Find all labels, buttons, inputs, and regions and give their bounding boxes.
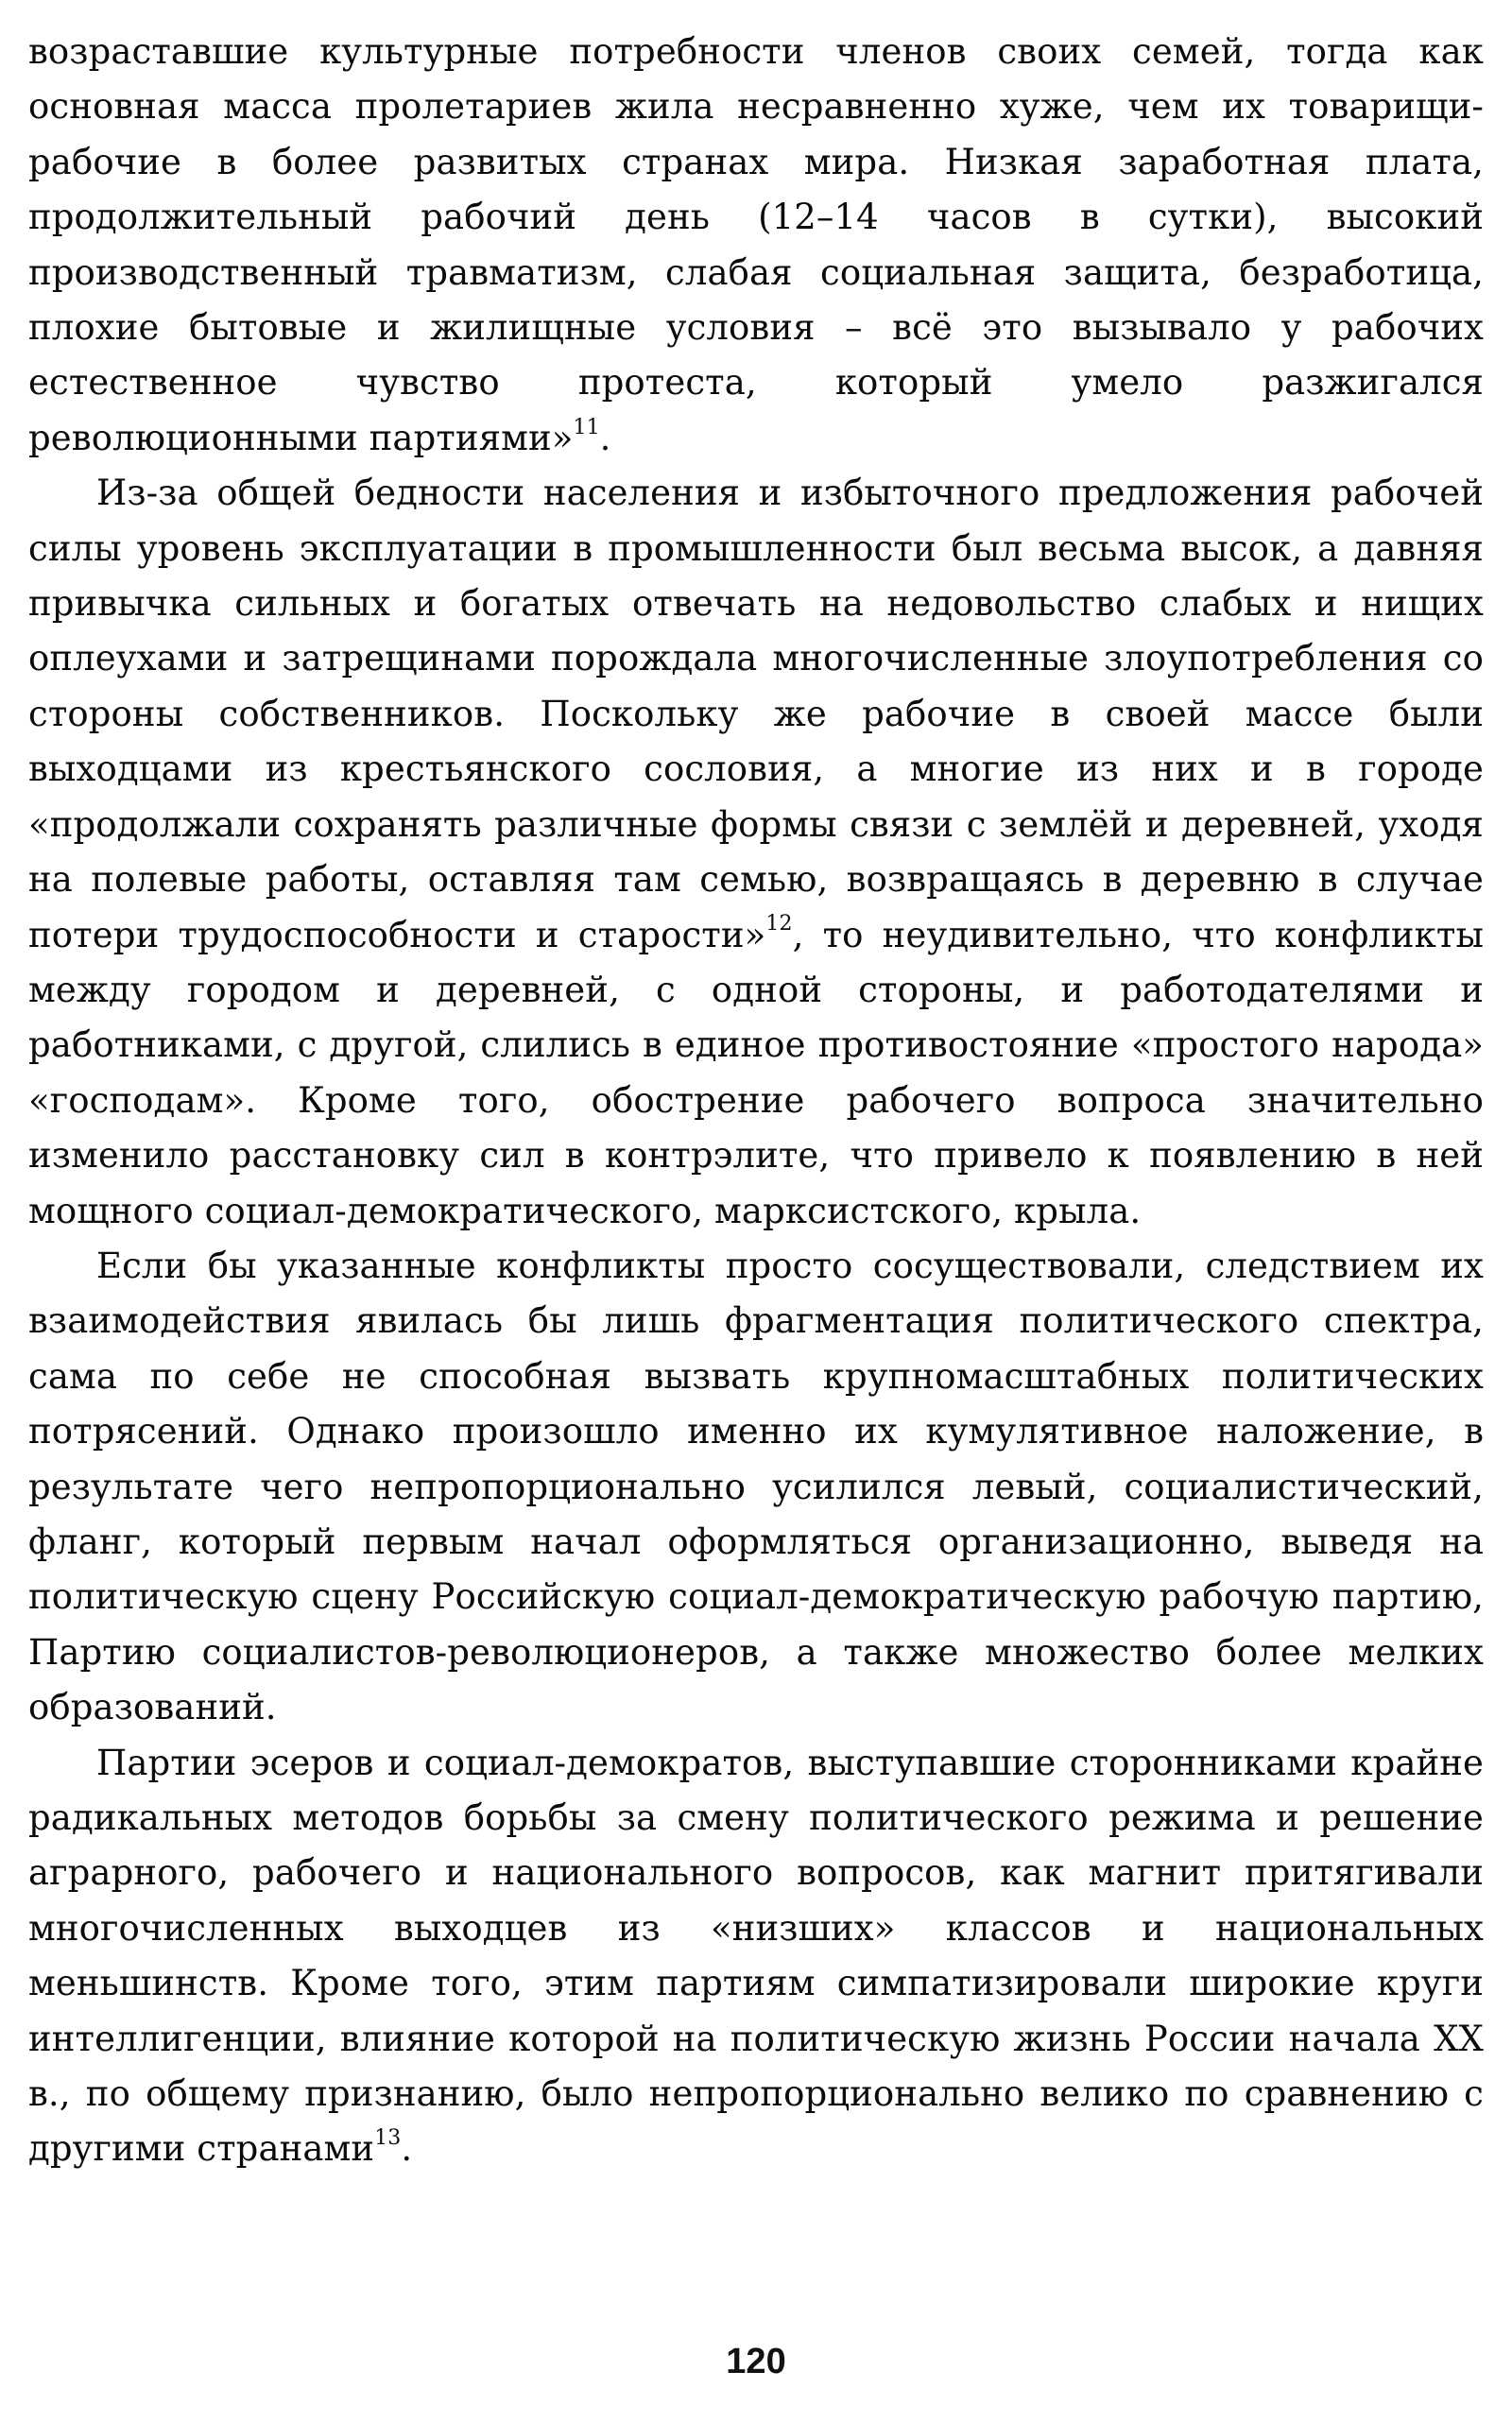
paragraph-2 <box>28 466 1484 1239</box>
paragraph-4-text: Партии эсеров и социал-демократов, выступавшие сторонниками крайне радикальных методов борьбы за смену политического режима и решение аграрного, рабочего и национального вопросов, как магнит притягивали многочисленных выходцев из «низших» классов и национальных меньшинств. Кроме того, этим партиям симпатизировали широкие круги интеллигенции, влияние которой на политическую жизнь России начала XX в., по общему признанию, было непропорционально велико по сравнению с другими странами <box>28 1742 1484 2170</box>
paragraph-4 <box>28 1736 1484 2177</box>
paragraph-3 <box>28 1239 1484 1736</box>
paragraph-4-tail: . <box>401 2128 413 2170</box>
paragraph-1-tail: . <box>599 417 611 458</box>
paragraph-1-text: возраставшие культурные потребности членов своих семей, тогда как основная масса пролетариев жила несравненно хуже, чем их товарищи-рабочие в более развитых странах мира. Низкая заработная плата, продолжительный рабочий день (12–14 часов в сутки), высокий производственный травматизм, слабая социальная защита, безработица, плохие бытовые и жилищные условия – всё это вызывало у рабочих естественное чувство протеста, который умело разжигался революционными партиями» <box>28 31 1484 458</box>
footnote-marker-11: 11 <box>573 415 600 439</box>
footnote-marker-12: 12 <box>765 912 793 937</box>
page-number: 120 <box>726 2342 786 2381</box>
footnote-marker-13: 13 <box>374 2126 402 2151</box>
paragraph-1 <box>28 25 1484 466</box>
paragraph-2-tail: , то неудивительно, что конфликты между городом и деревней, с одной стороны, и работодателями и работниками, с другой, слились в единое противостояние «простого народа» «господам». Кроме того, обострение рабочего вопроса значительно изменило расстановку сил в контрэлите, что привело к появлению в ней мощного социал-демократического, марксистского, крыла. <box>28 914 1484 1231</box>
paragraph-3-text: Если бы указанные конфликты просто сосуществовали, следствием их взаимодействия явилась бы лишь фрагментация политического спектра, сама по себе не способная вызвать крупномасштабных политических потрясений. Однако произошло именно их кумулятивное наложение, в результате чего непропорционально усилился левый, социалистический, фланг, который первым начал оформляться организационно, выведя на политическую сцену Российскую социал-демократическую рабочую партию, Партию социалистов-революционеров, а также множество более мелких образований. <box>28 1245 1484 1728</box>
paragraph-2-text: Из-за общей бедности населения и избыточного предложения рабочей силы уровень эксплуатации в промышленности был весьма высок, а давняя привычка сильных и богатых отвечать на недовольство слабых и нищих оплеухами и затрещинами порождала многочисленные злоупотребления со стороны собственников. Поскольку же рабочие в своей массе были выходцами из крестьянского сословия, а многие из них и в городе «продолжали сохранять различные формы связи с землёй и деревней, уходя на полевые работы, оставляя там семью, возвращаясь в деревню в случае потери трудоспособности и старости» <box>28 473 1484 955</box>
book-page <box>28 25 1484 2177</box>
